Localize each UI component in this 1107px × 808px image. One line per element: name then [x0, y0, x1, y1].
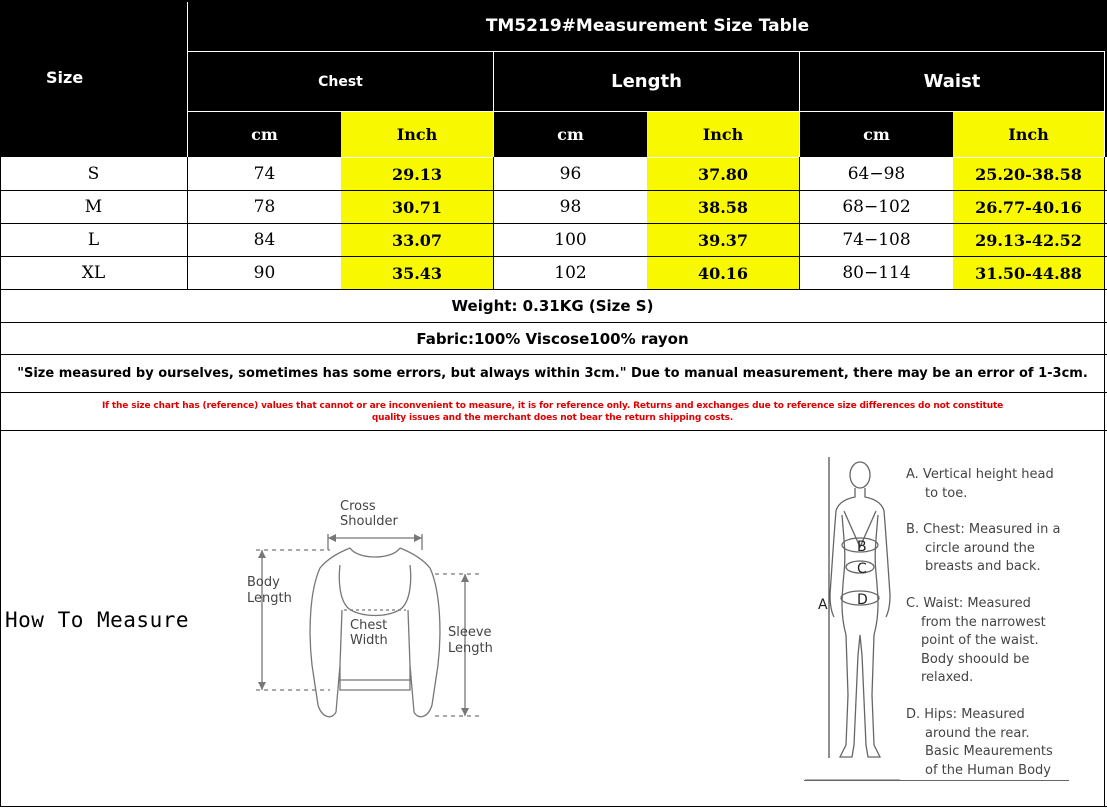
chest-inch-cell: 30.71	[341, 191, 493, 223]
chest-inch-cell: 33.07	[341, 224, 493, 256]
note-line: A. Vertical height head	[906, 467, 1054, 482]
table-title-text: TM5219#Measurement Size Table	[485, 15, 810, 36]
chest-cm-cell: 84	[253, 230, 276, 250]
note-line: to toe.	[925, 485, 968, 501]
row-divider	[0, 430, 1107, 431]
unit-header-cm	[188, 112, 341, 157]
label-b: B	[857, 539, 867, 555]
note-line: C. Waist: Measured	[906, 596, 1031, 611]
weight-row	[0, 290, 1105, 322]
column-divider	[1104, 157, 1105, 807]
size-header-label: Size	[46, 68, 84, 87]
chest-group-label: Chest	[318, 73, 363, 90]
sweater-diagram	[240, 490, 510, 730]
waist-group-header	[800, 52, 1104, 111]
note-line: Basic Meaurements	[925, 744, 1053, 759]
size-cell: S	[87, 164, 100, 184]
chest-width-label: Chest	[350, 618, 388, 633]
waist-group-label: Waist	[923, 71, 981, 92]
length-inch-cell: 39.37	[647, 224, 799, 256]
length-group-header	[494, 52, 799, 111]
note-a	[906, 466, 1054, 503]
chest-group-header	[188, 52, 493, 111]
sweater-hood	[339, 565, 410, 616]
how-to-measure-title: How To Measure	[5, 608, 190, 632]
note-line: point of the waist.	[921, 633, 1039, 648]
length-inch-cell: 37.80	[647, 158, 799, 190]
disclaimer-text: "Size measured by ourselves, sometimes has some errors, but always within 3cm." Due to manual measurement, there may be an error of 1-3cm.	[17, 366, 1088, 381]
unit-label: Inch	[1008, 125, 1049, 144]
note-line: around the rear.	[925, 725, 1030, 741]
row-divider	[0, 256, 1107, 257]
unit-header-cm	[800, 112, 953, 157]
note-line: Body shoould be	[921, 651, 1030, 667]
unit-label: cm	[251, 125, 278, 144]
length-cm-cell: 100	[554, 230, 587, 250]
body-figure-diagram	[800, 455, 900, 785]
size-cell: XL	[81, 263, 106, 283]
cross-shoulder-label: Shoulder	[340, 514, 398, 529]
disclaimer-row	[0, 355, 1105, 392]
waist-cm-cell: 68−102	[842, 197, 911, 217]
unit-header-cm	[494, 112, 647, 157]
unit-label: cm	[863, 125, 890, 144]
length-inch-cell: 38.58	[647, 191, 799, 223]
sleeve-length-label: Length	[448, 641, 493, 656]
fabric-text: Fabric:100% Viscose100% rayon	[416, 329, 689, 348]
label-d: D	[857, 592, 868, 608]
length-cm-cell: 98	[559, 197, 582, 217]
note-b	[906, 521, 1060, 577]
note-line: B. Chest: Measured in a	[906, 522, 1061, 537]
column-divider	[493, 157, 494, 289]
chest-width-label: Width	[350, 633, 388, 648]
length-group-label: Length	[611, 71, 682, 92]
note-line: D. Hips: Measured	[906, 707, 1025, 722]
size-cell: M	[84, 197, 103, 217]
row-divider	[0, 223, 1107, 224]
waist-inch-cell: 31.50-44.88	[953, 257, 1104, 289]
length-inch-cell: 40.16	[647, 257, 799, 289]
column-divider	[187, 157, 188, 289]
label-a: A	[818, 597, 828, 613]
header-divider	[1104, 52, 1105, 157]
fabric-row	[0, 323, 1105, 354]
chest-cm-cell: 74	[253, 164, 276, 184]
note-line: circle around the	[925, 540, 1035, 556]
chest-inch-cell: 29.13	[341, 158, 493, 190]
waist-inch-cell: 25.20-38.58	[953, 158, 1104, 190]
warning-text: If the size chart has (reference) values that cannot or are inconvenient to measure, it is for reference only. Returns and exchanges due to reference size differences do not constitute	[101, 400, 1004, 411]
size-column-header	[0, 0, 187, 157]
note-d	[906, 706, 1053, 780]
note-line: of the Human Body	[925, 762, 1051, 778]
waist-cm-cell: 80−114	[842, 263, 911, 283]
unit-header-inch	[341, 112, 493, 157]
unit-label: Inch	[702, 125, 744, 144]
unit-label: Inch	[396, 125, 438, 144]
length-cm-cell: 102	[554, 263, 587, 283]
label-c: C	[857, 561, 867, 577]
body-length-label: Body	[247, 575, 280, 590]
body-figure-baseline	[804, 780, 1069, 781]
body-head	[850, 462, 870, 488]
column-divider	[799, 157, 800, 289]
row-divider	[0, 190, 1107, 191]
warning-text: quality issues and the merchant does not bear the return shipping costs.	[371, 412, 734, 423]
note-line: relaxed.	[921, 670, 974, 685]
waist-cm-cell: 64−98	[847, 164, 906, 184]
table-title	[188, 0, 1107, 51]
waist-inch-cell: 26.77-40.16	[953, 191, 1104, 223]
note-c	[906, 595, 1046, 688]
cross-shoulder-label: Cross	[340, 499, 376, 514]
sweater-neck	[350, 548, 400, 557]
bottom-border	[0, 806, 1107, 807]
chest-cm-cell: 78	[253, 197, 276, 217]
chest-cm-cell: 90	[253, 263, 276, 283]
length-cm-cell: 96	[559, 164, 582, 184]
chest-inch-cell: 35.43	[341, 257, 493, 289]
unit-label: cm	[557, 125, 584, 144]
sleeve-length-label: Sleeve	[448, 625, 492, 640]
unit-header-inch	[647, 112, 799, 157]
note-line: from the narrowest	[921, 614, 1046, 630]
size-cell: L	[87, 230, 100, 250]
weight-text: Weight: 0.31KG (Size S)	[451, 297, 654, 315]
body-length-label: Length	[247, 591, 292, 606]
note-line: breasts and back.	[925, 559, 1041, 574]
waist-cm-cell: 74−108	[842, 230, 911, 250]
unit-header-inch	[953, 112, 1104, 157]
waist-inch-cell: 29.13-42.52	[953, 224, 1104, 256]
column-divider	[0, 157, 1, 807]
warning-row	[0, 393, 1105, 430]
